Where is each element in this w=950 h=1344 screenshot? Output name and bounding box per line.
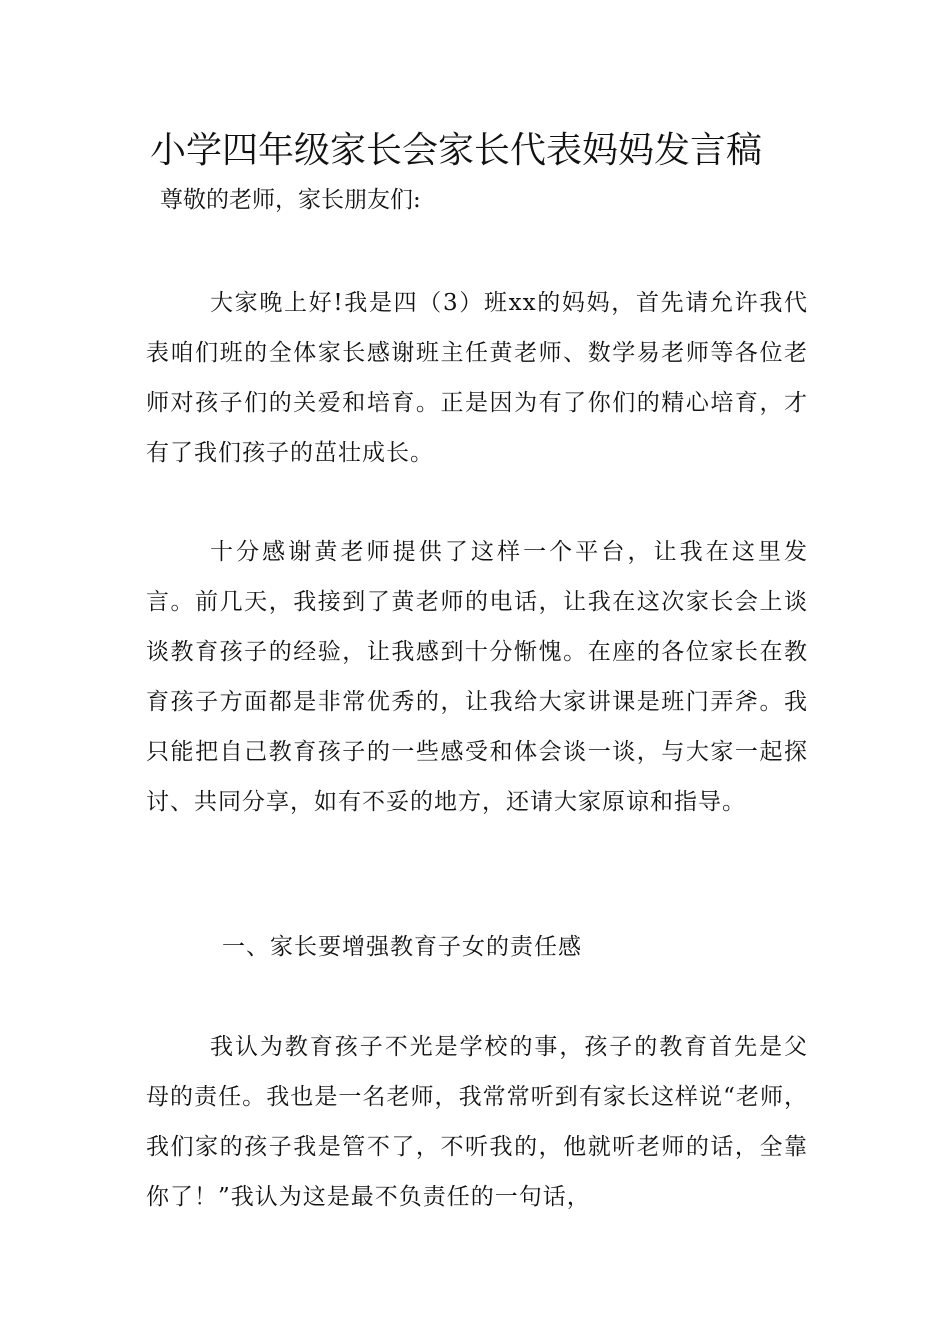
salutation: 尊敬的老师，家长朋友们:	[160, 187, 421, 213]
document-title: 小学四年级家长会家长代表妈妈发言稿	[150, 130, 763, 171]
paragraph-2: 十分感谢黄老师提供了这样一个平台，让我在这里发言。前几天，我接到了黄老师的电话，让我在这次家长会上谈谈教育孩子的经验，让我感到十分惭愧。在座的各位家长在教育孩子方面都是非常优秀的，让我给大家讲课是班门弄斧。我只能把自己教育孩子的一些感受和体会谈一谈，与大家一起探讨、共同分享，如有不妥的地方，还请大家原谅和指导。	[146, 539, 808, 815]
section-heading: 一、家长要增强教育子女的责任感	[222, 934, 582, 960]
paragraph-1: 大家晚上好!我是四（3）班xx的妈妈，首先请允许我代表咱们班的全体家长感谢班主任黄老师、数学易老师等各位老师对孩子们的关爱和培育。正是因为有了你们的精心培育，才有了我们孩子的茁壮成长。	[146, 290, 808, 466]
paragraph-3: 我认为教育孩子不光是学校的事，孩子的教育首先是父母的责任。我也是一名老师，我常常听到有家长这样说“老师，我们家的孩子我是管不了，不听我的，他就听老师的话，全靠你了！”我认为这是最不负责任的一句话，	[146, 1034, 808, 1210]
